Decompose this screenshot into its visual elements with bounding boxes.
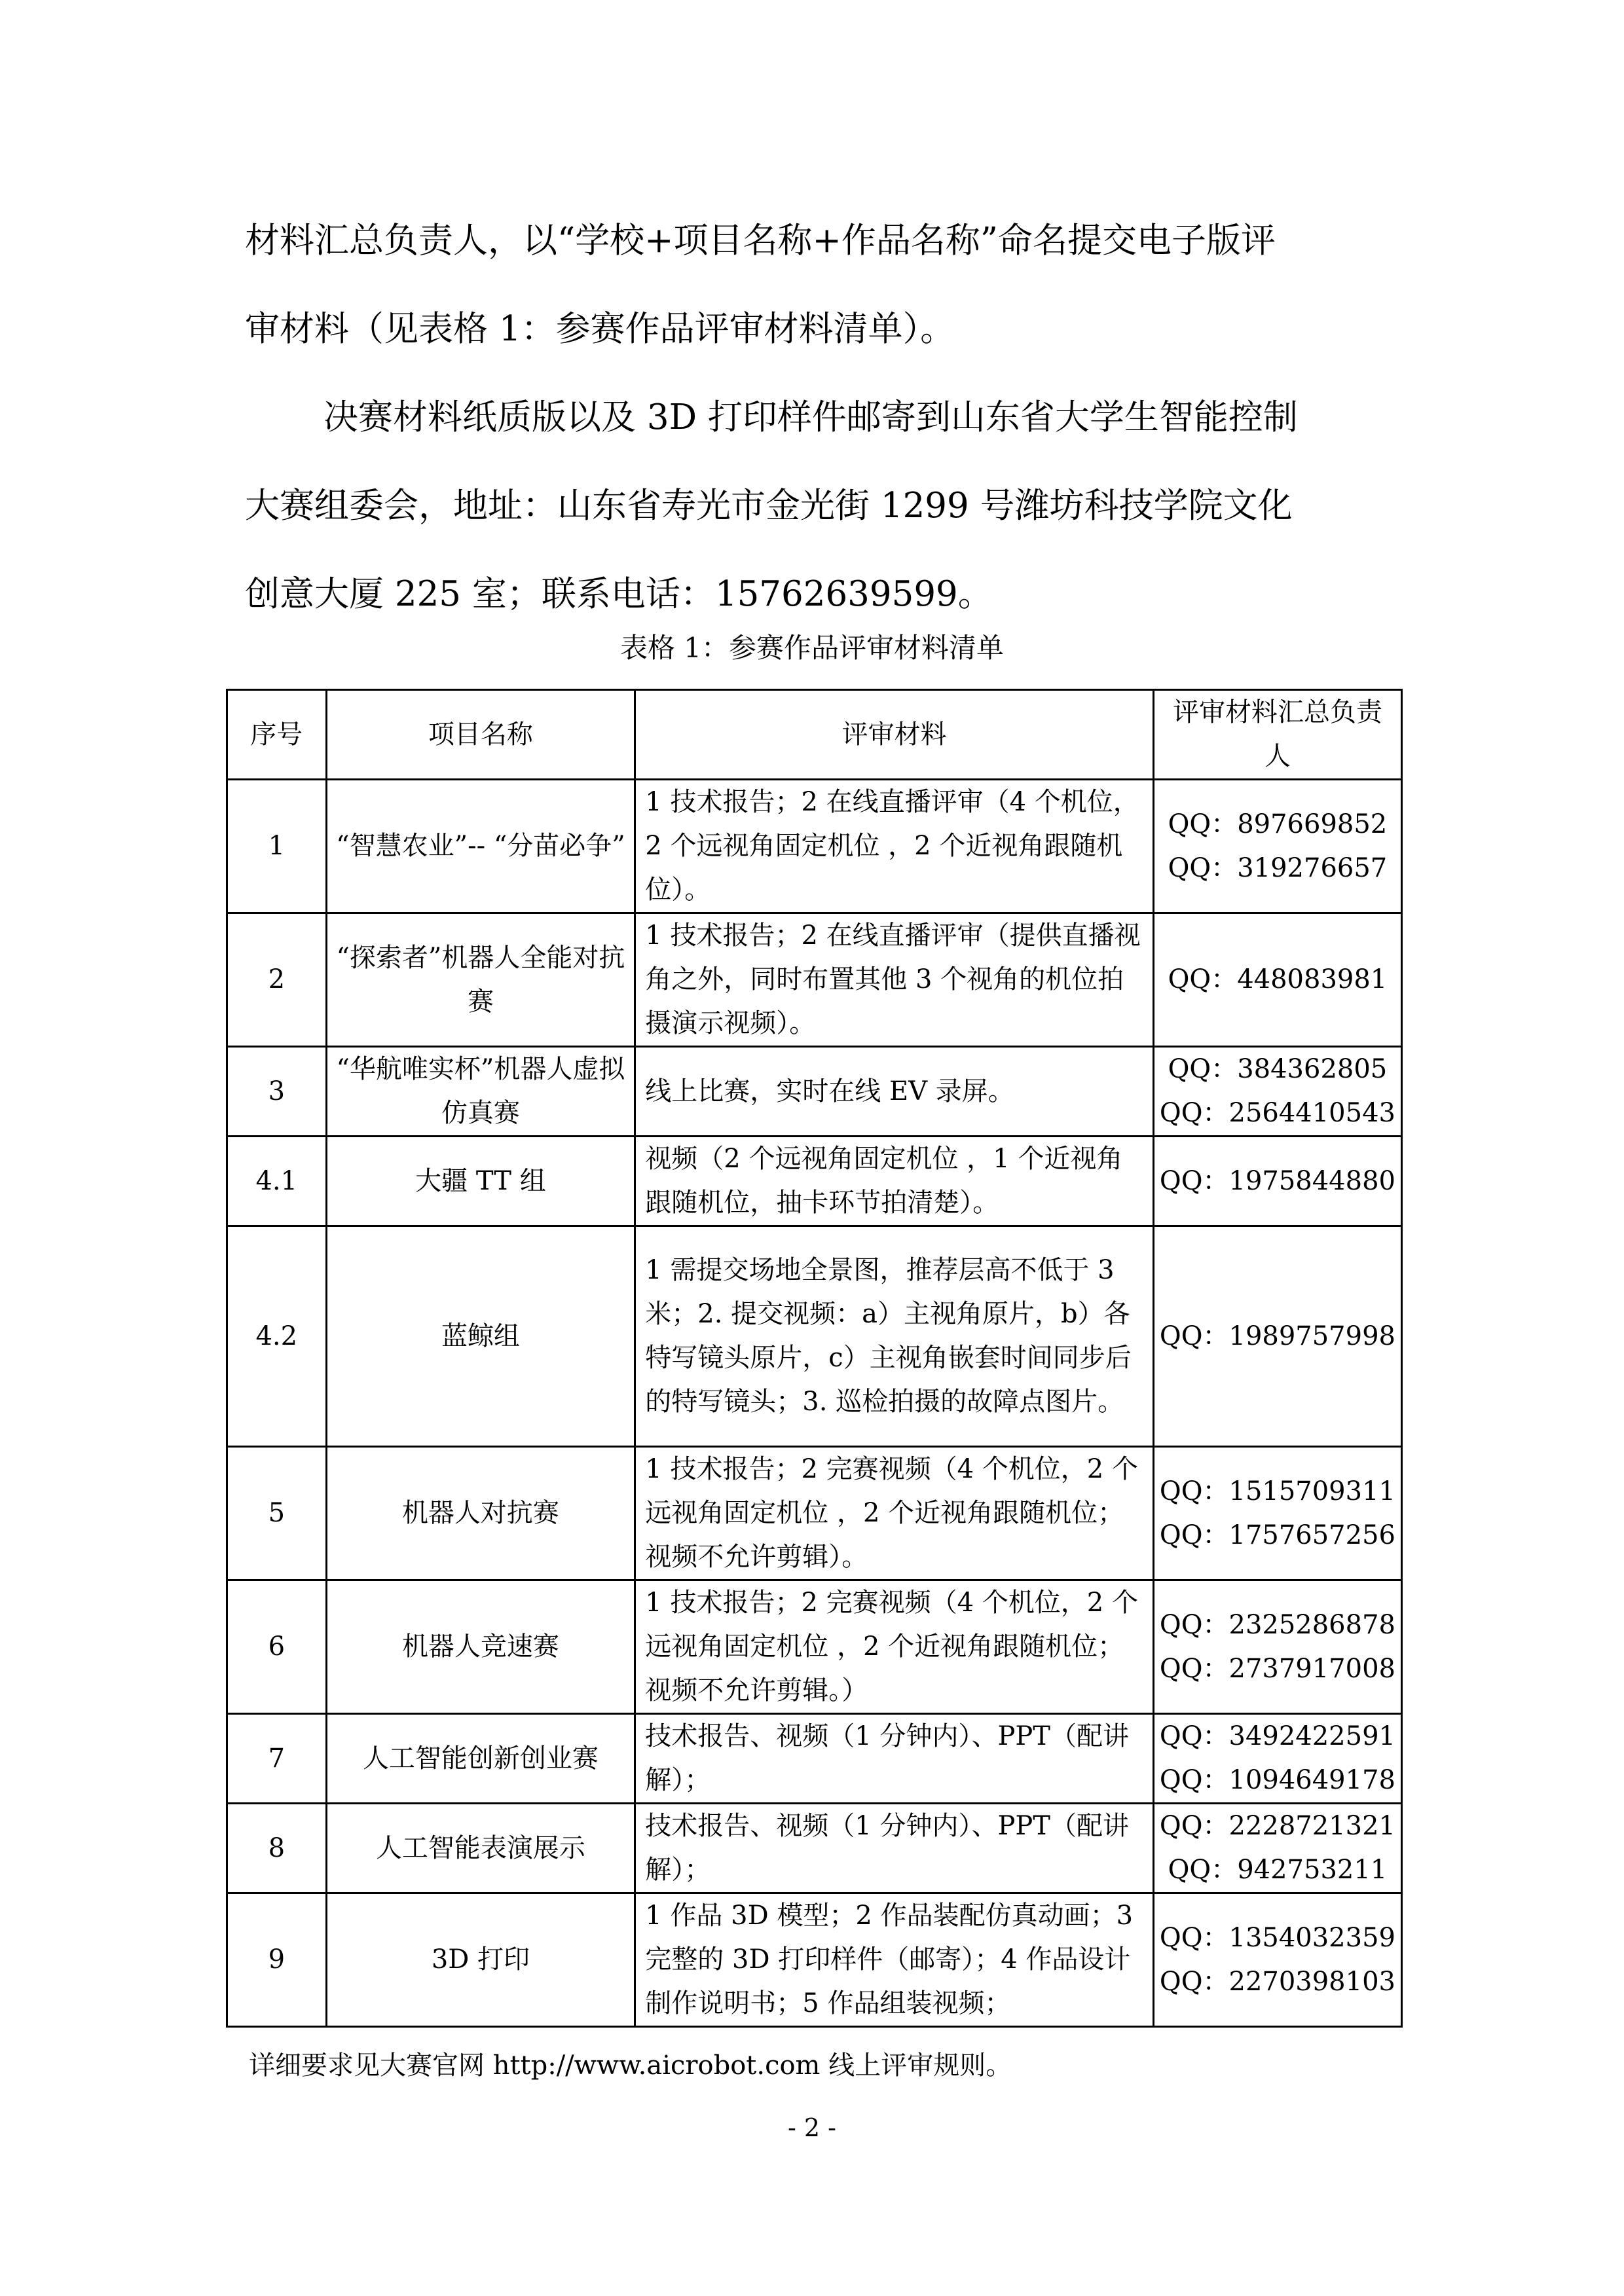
qq-number: QQ：3492422591 (1159, 1721, 1395, 1751)
row-material: 1 技术报告；2 在线直播评审（4 个机位，2 个远视角固定机位 ，2 个近视角跟随机位）。 (635, 780, 1154, 913)
qq-number: QQ：384362805 (1168, 1054, 1388, 1084)
header-material: 评审材料 (635, 690, 1154, 780)
qq-number: QQ：1094649178 (1159, 1765, 1395, 1795)
row-material: 技术报告、视频（1 分钟内）、PPT（配讲解）； (635, 1714, 1154, 1804)
row-contact (1153, 1226, 1401, 1447)
row-contact (1153, 1580, 1401, 1714)
row-material: 1 技术报告；2 在线直播评审（提供直播视角之外，同时布置其他 3 个视角的机位拍摄演示视频）。 (635, 913, 1154, 1047)
qq-number: QQ：319276657 (1168, 852, 1388, 883)
header-project-name: 项目名称 (326, 690, 635, 780)
row-no: 1 (227, 780, 327, 913)
row-project-name: “智慧农业”-- “分苗必争” (326, 780, 635, 913)
paragraph-line: 审材料（见表格 1：参赛作品评审材料清单）。 (245, 309, 955, 349)
header-no: 序号 (227, 690, 327, 780)
table-row (227, 1714, 1402, 1804)
row-material: 1 作品 3D 模型；2 作品装配仿真动画；3 完整的 3D 打印样件（邮寄）；4 作品设计制作说明书；5 作品组装视频； (635, 1893, 1154, 2027)
page-number: - 2 - (787, 2113, 836, 2142)
row-no: 6 (227, 1580, 327, 1714)
row-material: 视频（2 个远视角固定机位 ，1 个近视角跟随机位，抽卡环节拍清楚）。 (635, 1137, 1154, 1226)
table-row (227, 1580, 1402, 1714)
row-material: 1 技术报告；2 完赛视频（4 个机位，2 个远视角固定机位 ，2 个近视角跟随机位；视频不允许剪辑。） (635, 1580, 1154, 1714)
qq-number: QQ：942753211 (1168, 1855, 1388, 1885)
paragraph-line: 材料汇总负责人，以“学校+项目名称+作品名称”命名提交电子版评 (245, 221, 1276, 261)
table-row (227, 1804, 1402, 1893)
row-project-name: “华航唯实杯”机器人虚拟仿真赛 (326, 1047, 635, 1137)
row-no: 5 (227, 1447, 327, 1580)
row-project-name: 机器人竞速赛 (326, 1580, 635, 1714)
review-materials-table (226, 689, 1403, 2028)
row-material: 1 技术报告；2 完赛视频（4 个机位，2 个远视角固定机位 ，2 个近视角跟随机位；视频不允许剪辑）。 (635, 1447, 1154, 1580)
row-contact (1153, 1447, 1401, 1580)
qq-number: QQ：1989757998 (1159, 1321, 1395, 1351)
table-row (227, 913, 1402, 1047)
table-row (227, 1137, 1402, 1226)
table-row (227, 1047, 1402, 1137)
row-project-name: 人工智能表演展示 (326, 1804, 635, 1893)
paragraph-line: 决赛材料纸质版以及 3D 打印样件邮寄到山东省大学生智能控制 (323, 397, 1298, 437)
qq-number: QQ：1757657256 (1159, 1520, 1395, 1550)
table-row (227, 1447, 1402, 1580)
row-no: 4.2 (227, 1226, 327, 1447)
row-contact (1153, 1893, 1401, 2027)
row-material: 1 需提交场地全景图，推荐层高不低于 3 米；2. 提交视频：a）主视角原片，b）各特写镜头原片，c）主视角嵌套时间同步后的特写镜头；3. 巡检拍摄的故障点图片。 (635, 1226, 1154, 1447)
qq-number: QQ：2325286878 (1159, 1609, 1395, 1640)
table-row (227, 780, 1402, 913)
row-contact (1153, 780, 1401, 913)
row-project-name: 大疆 TT 组 (326, 1137, 635, 1226)
row-material: 线上比赛，实时在线 EV 录屏。 (635, 1047, 1154, 1137)
table-header-row (227, 690, 1402, 780)
row-material: 技术报告、视频（1 分钟内）、PPT（配讲解）； (635, 1804, 1154, 1893)
paragraph-line: 大赛组委会，地址：山东省寿光市金光街 1299 号潍坊科技学院文化 (245, 486, 1293, 526)
row-project-name: 3D 打印 (326, 1893, 635, 2027)
row-no: 2 (227, 913, 327, 1047)
table-row (227, 1893, 1402, 2027)
row-project-name: 人工智能创新创业赛 (326, 1714, 635, 1804)
footnote: 详细要求见大赛官网 http://www.aicrobot.com 线上评审规则。 (249, 2050, 1012, 2081)
row-contact (1153, 1804, 1401, 1893)
qq-number: QQ：2737917008 (1159, 1653, 1395, 1684)
qq-number: QQ：2564410543 (1159, 1098, 1395, 1128)
qq-number: QQ：2228721321 (1159, 1811, 1395, 1841)
paragraph-1 (245, 196, 1384, 373)
row-contact (1153, 913, 1401, 1047)
row-project-name: 机器人对抗赛 (326, 1447, 635, 1580)
row-contact (1153, 1714, 1401, 1804)
paragraph-line: 创意大厦 225 室；联系电话：15762639599。 (245, 574, 993, 614)
qq-number: QQ：1515709311 (1159, 1476, 1395, 1506)
qq-number: QQ：448083981 (1168, 964, 1388, 994)
row-project-name: 蓝鲸组 (326, 1226, 635, 1447)
row-project-name: “探索者”机器人全能对抗赛 (326, 913, 635, 1047)
table-row (227, 1226, 1402, 1447)
row-no: 4.1 (227, 1137, 327, 1226)
qq-number: QQ：1354032359 (1159, 1922, 1395, 1953)
qq-number: QQ：1975844880 (1159, 1165, 1395, 1196)
qq-number: QQ：897669852 (1168, 809, 1388, 839)
row-contact (1153, 1137, 1401, 1226)
row-no: 7 (227, 1714, 327, 1804)
row-contact (1153, 1047, 1401, 1137)
row-no: 3 (227, 1047, 327, 1137)
row-no: 8 (227, 1804, 327, 1893)
table-caption: 表格 1：参赛作品评审材料清单 (619, 632, 1005, 664)
paragraph-2 (245, 373, 1384, 638)
header-contact: 评审材料汇总负责人 (1153, 690, 1401, 780)
qq-number: QQ：2270398103 (1159, 1966, 1395, 1997)
row-no: 9 (227, 1893, 327, 2027)
